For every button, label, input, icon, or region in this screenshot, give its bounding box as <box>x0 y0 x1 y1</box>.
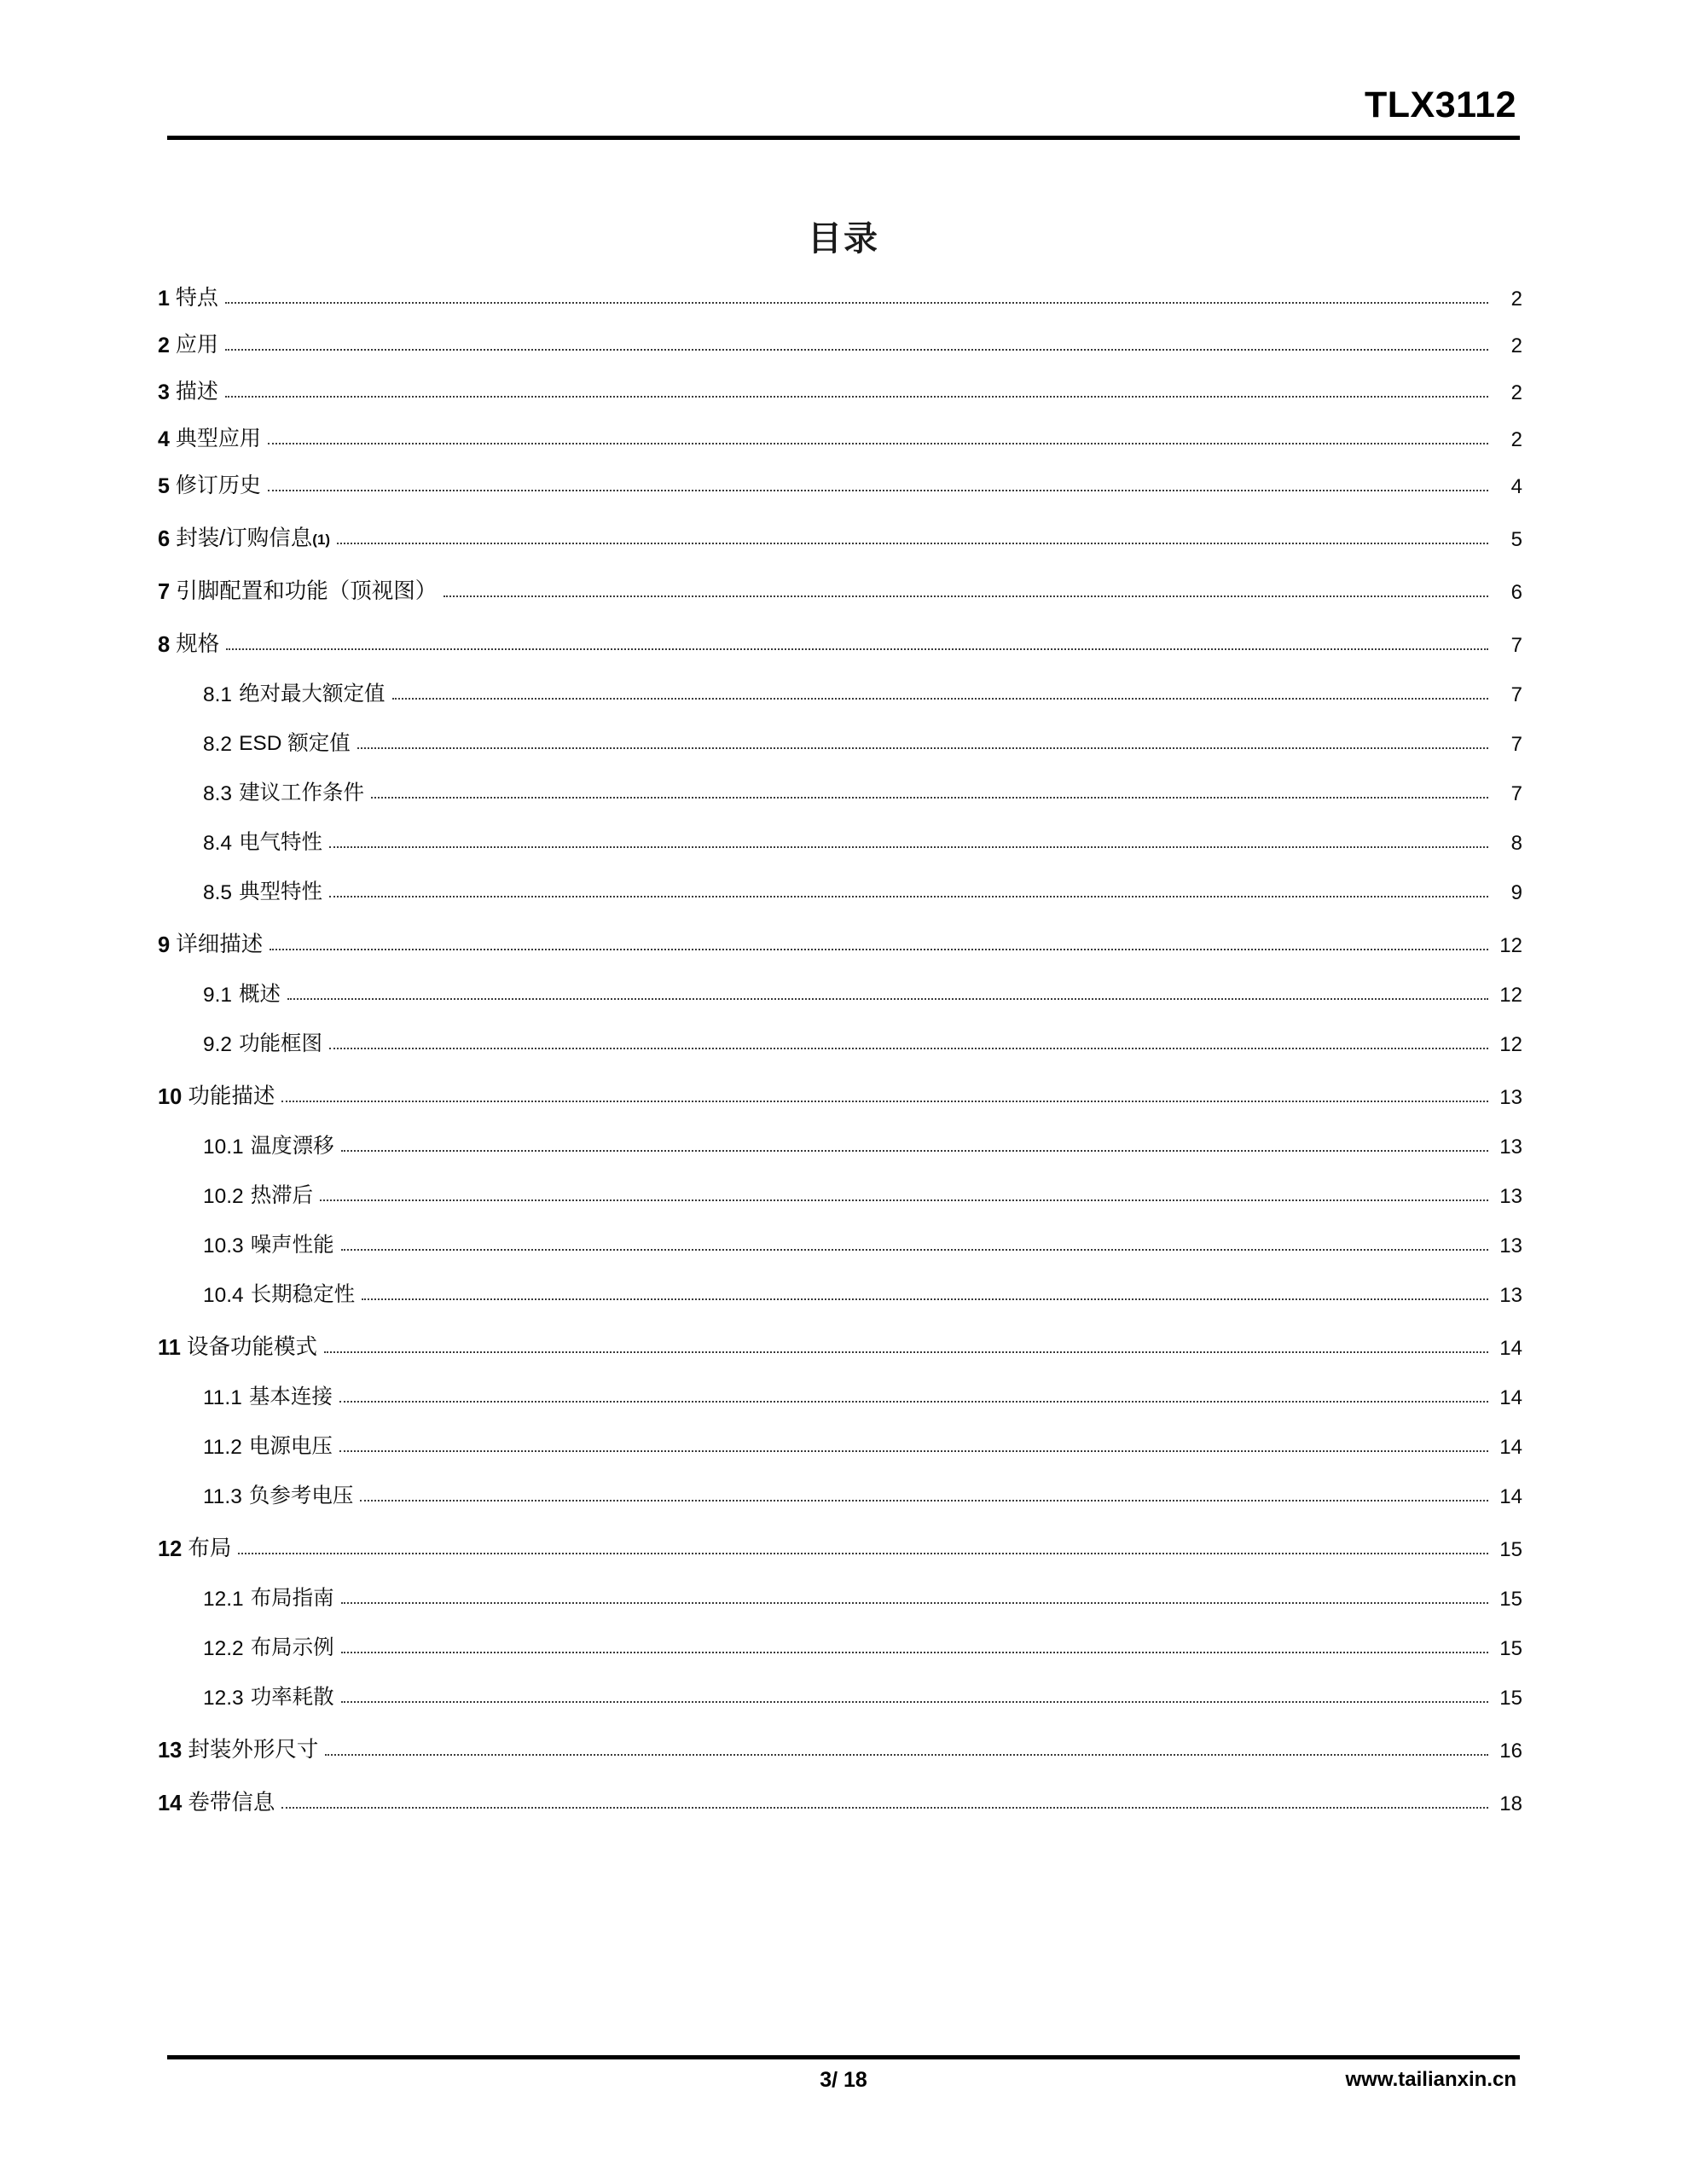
toc-entry[interactable] <box>158 1308 1522 1361</box>
toc-entry-number: 12.3 <box>203 1687 244 1710</box>
toc-entry-label: 修订历史 <box>175 473 261 497</box>
toc-entry[interactable] <box>158 1562 1522 1612</box>
toc-entry[interactable] <box>158 1509 1522 1562</box>
toc-entry-page: 4 <box>1510 475 1522 498</box>
toc-entry-number: 10.1 <box>203 1136 244 1159</box>
toc-leader-dots <box>341 1248 1488 1251</box>
toc-entry-page: 15 <box>1499 1538 1522 1561</box>
toc-entry-label: 功能框图 <box>239 1032 323 1055</box>
toc-entry[interactable] <box>158 499 1522 552</box>
toc-entry[interactable] <box>158 856 1522 905</box>
toc-entry[interactable] <box>158 806 1522 856</box>
toc-entry-number: 8.5 <box>203 881 233 904</box>
toc-entry-label: 封装/订购信息 <box>176 526 313 550</box>
toc-entry-label: 封装外形尺寸 <box>188 1738 319 1762</box>
toc-entry-number: 10.3 <box>203 1234 244 1258</box>
toc-entry-label: 布局 <box>188 1536 232 1560</box>
toc-entry-page: 14 <box>1499 1337 1522 1360</box>
toc-leader-dots <box>270 948 1488 950</box>
toc-entry[interactable] <box>158 1410 1522 1460</box>
toc-leader-dots <box>325 1753 1488 1756</box>
toc-leader-dots <box>329 845 1488 848</box>
toc-entry-page: 2 <box>1510 428 1522 451</box>
toc-entry-page: 15 <box>1499 1588 1522 1611</box>
toc-entry[interactable] <box>158 605 1522 658</box>
toc-entry-page: 16 <box>1499 1740 1522 1763</box>
page-title: 目录 <box>808 220 879 258</box>
toc-entry-page: 5 <box>1510 528 1522 551</box>
toc-leader-dots <box>324 1350 1488 1353</box>
toc-entry-page: 13 <box>1499 1136 1522 1159</box>
toc-entry-label: 绝对最大额定值 <box>239 682 386 706</box>
toc-entry-label: 负参考电压 <box>248 1484 354 1507</box>
toc-entry[interactable] <box>158 405 1522 452</box>
toc-entry[interactable] <box>158 1258 1522 1308</box>
toc-entry-page: 13 <box>1499 1086 1522 1109</box>
toc-entry-page: 7 <box>1510 683 1522 706</box>
toc-leader-dots <box>371 796 1488 799</box>
toc-leader-dots <box>339 1400 1488 1403</box>
toc-entry[interactable] <box>158 1661 1522 1711</box>
toc-entry-page: 12 <box>1499 1033 1522 1056</box>
toc-leader-dots <box>357 746 1488 749</box>
toc-entry-number: 5 <box>158 474 170 498</box>
toc-entry-number: 8.4 <box>203 832 233 855</box>
toc-entry-number: 14 <box>158 1792 183 1815</box>
toc-entry-label: 功率耗散 <box>250 1686 334 1709</box>
toc-entry-label: 噪声性能 <box>250 1234 334 1257</box>
toc-entry-number: 7 <box>158 580 171 604</box>
toc-entry-number: 11.1 <box>203 1386 242 1409</box>
toc-entry-label: 布局示例 <box>250 1636 334 1659</box>
toc-entry-label: 规格 <box>176 632 220 656</box>
toc-entry-label: 引脚配置和功能（顶视图） <box>176 579 438 603</box>
toc-entry-label: 热滞后 <box>250 1184 314 1207</box>
toc-entry[interactable] <box>158 1612 1522 1661</box>
toc-leader-dots <box>329 895 1488 897</box>
part-number-title: TLX3112 <box>1365 84 1516 125</box>
toc-entry[interactable] <box>158 958 1522 1008</box>
toc-entry-number: 8 <box>158 633 171 657</box>
toc-entry[interactable] <box>158 264 1522 311</box>
toc-entry-number: 6 <box>158 527 171 551</box>
toc-leader-dots <box>329 1047 1488 1049</box>
toc-entry[interactable] <box>158 1008 1522 1057</box>
toc-entry[interactable] <box>158 1460 1522 1509</box>
toc-entry-label: 概述 <box>239 983 281 1006</box>
toc-leader-dots <box>337 542 1488 544</box>
toc-entry-footnote-marker: (1) <box>312 531 331 548</box>
toc-leader-dots <box>225 301 1488 304</box>
toc-leader-dots <box>341 1651 1488 1653</box>
toc-leader-dots <box>287 997 1488 1000</box>
toc-entry-number: 10 <box>158 1085 183 1109</box>
page-header <box>167 85 1520 140</box>
toc-entry-page: 14 <box>1499 1386 1522 1409</box>
toc-entry-page: 14 <box>1499 1436 1522 1459</box>
toc-entry-page: 12 <box>1499 934 1522 957</box>
toc-entry-page: 18 <box>1499 1792 1522 1815</box>
toc-entry-number: 11 <box>158 1336 181 1360</box>
toc-entry-number: 9.2 <box>203 1033 233 1056</box>
page-footer <box>167 2055 1520 2106</box>
toc-entry[interactable] <box>158 452 1522 499</box>
toc-entry-page: 2 <box>1510 334 1522 357</box>
toc-entry-page: 12 <box>1499 984 1522 1007</box>
toc-leader-dots <box>360 1499 1488 1502</box>
toc-entry-number: 13 <box>158 1739 183 1763</box>
toc-entry-label: 详细描述 <box>176 932 264 956</box>
footer-page-number: 3/ 18 <box>820 2068 867 2092</box>
toc-entry-label: 特点 <box>175 286 218 310</box>
toc-entry[interactable] <box>158 1763 1522 1816</box>
toc-leader-dots <box>281 1100 1488 1102</box>
toc-leader-dots <box>443 595 1488 597</box>
toc-entry-page: 7 <box>1510 733 1522 756</box>
toc-entry-number: 3 <box>158 380 170 404</box>
toc-entry-number: 10.2 <box>203 1185 244 1208</box>
toc-entry[interactable] <box>158 1057 1522 1110</box>
toc-entry-number: 11.2 <box>203 1436 242 1459</box>
toc-entry-page: 14 <box>1499 1485 1522 1508</box>
toc-entry-number: 8.2 <box>203 733 233 756</box>
toc-entry-label: 电源电压 <box>248 1435 333 1458</box>
toc-entry-label: ESD 额定值 <box>239 732 351 755</box>
toc-entry-label: 电气特性 <box>239 831 323 854</box>
toc-entry-number: 9 <box>158 933 171 957</box>
toc-entry-number: 4 <box>158 427 170 451</box>
toc-entry-number: 12 <box>158 1537 183 1561</box>
toc-entry-page: 15 <box>1499 1637 1522 1660</box>
toc-entry-label: 基本连接 <box>248 1385 333 1409</box>
toc-leader-dots <box>341 1601 1488 1604</box>
toc-leader-dots <box>226 648 1488 650</box>
toc-entry-label: 典型特性 <box>239 880 323 903</box>
toc-entry-label: 长期稳定性 <box>250 1283 356 1306</box>
toc-leader-dots <box>341 1149 1488 1152</box>
toc-entry-page: 8 <box>1510 832 1522 855</box>
toc-entry-label: 设备功能模式 <box>186 1335 317 1359</box>
toc-entry[interactable] <box>158 311 1522 358</box>
toc-entry-number: 11.3 <box>203 1485 242 1508</box>
toc-leader-dots <box>339 1449 1488 1452</box>
toc-entry[interactable] <box>158 1361 1522 1410</box>
toc-entry-number: 8.1 <box>203 683 233 706</box>
toc-entry-page: 13 <box>1499 1284 1522 1307</box>
toc-entry-label: 功能描述 <box>188 1084 275 1108</box>
toc-entry-label: 布局指南 <box>250 1587 334 1610</box>
toc-entry-page: 2 <box>1510 288 1522 311</box>
toc-entry-number: 2 <box>158 334 170 357</box>
toc-entry-label: 描述 <box>175 380 218 404</box>
toc-entry-number: 9.1 <box>203 984 233 1007</box>
toc-leader-dots <box>238 1552 1488 1554</box>
toc-entry-page: 15 <box>1499 1687 1522 1710</box>
toc-entry-page: 13 <box>1499 1185 1522 1208</box>
toc-entry[interactable] <box>158 757 1522 806</box>
toc-leader-dots <box>268 442 1488 444</box>
toc-entry[interactable] <box>158 552 1522 605</box>
toc-entry-page: 7 <box>1510 782 1522 805</box>
footer-website: www.tailianxin.cn <box>1345 2068 1516 2091</box>
toc-entry-page: 7 <box>1510 634 1522 657</box>
toc-leader-dots <box>225 395 1488 398</box>
toc-entry-page: 6 <box>1510 581 1522 604</box>
toc-leader-dots <box>320 1199 1488 1201</box>
toc-entry-page: 13 <box>1499 1234 1522 1258</box>
toc-entry-number: 8.3 <box>203 782 233 805</box>
toc-entry[interactable] <box>158 707 1522 757</box>
toc-entry-label: 应用 <box>175 333 218 357</box>
toc-entry-page: 9 <box>1510 881 1522 904</box>
toc-entry[interactable] <box>158 1209 1522 1258</box>
header-divider <box>167 136 1520 140</box>
toc-entry-label: 典型应用 <box>175 427 261 450</box>
toc-entry-label: 温度漂移 <box>250 1135 334 1158</box>
toc-entry-number: 1 <box>158 287 170 311</box>
footer-divider <box>167 2055 1520 2059</box>
table-of-contents <box>158 264 1522 1816</box>
toc-leader-dots <box>268 489 1488 491</box>
toc-leader-dots <box>362 1298 1488 1300</box>
toc-entry-number: 10.4 <box>203 1284 244 1307</box>
toc-leader-dots <box>281 1806 1488 1809</box>
toc-entry[interactable] <box>158 658 1522 707</box>
toc-entry-number: 12.1 <box>203 1588 244 1611</box>
toc-entry-number: 12.2 <box>203 1637 244 1660</box>
toc-entry[interactable] <box>158 1711 1522 1763</box>
toc-entry[interactable] <box>158 1159 1522 1209</box>
toc-leader-dots <box>225 348 1488 351</box>
toc-entry[interactable] <box>158 358 1522 405</box>
toc-entry-label: 卷带信息 <box>188 1791 275 1815</box>
toc-entry-label: 建议工作条件 <box>239 781 365 804</box>
toc-leader-dots <box>341 1700 1488 1703</box>
toc-entry-page: 2 <box>1510 381 1522 404</box>
toc-entry[interactable] <box>158 1110 1522 1159</box>
toc-entry[interactable] <box>158 905 1522 958</box>
toc-leader-dots <box>392 697 1488 700</box>
